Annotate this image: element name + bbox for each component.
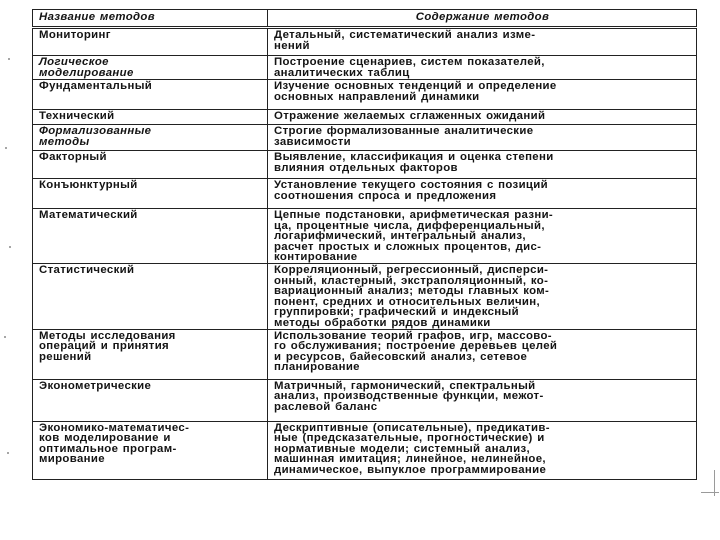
- method-content-cell: Детальный, систематический анализ изме- нений: [268, 28, 697, 56]
- content-column-header: Содержание методов: [268, 10, 697, 28]
- method-name-cell: Факторный: [33, 151, 268, 179]
- table-row: [33, 110, 697, 125]
- table-row: [33, 28, 697, 56]
- scan-edge-mark: [701, 492, 719, 493]
- method-name-cell: Мониторинг: [33, 28, 268, 56]
- method-name-cell: Методы исследования операций и принятия решений: [33, 329, 268, 379]
- table-row: [33, 421, 697, 479]
- method-content-cell: Матричный, гармонический, спектральный анализ, производственные функции, межот- раслевой баланс: [268, 379, 697, 421]
- method-name-cell: Логическое моделирование: [33, 56, 268, 80]
- method-name-cell: Эконометрические: [33, 379, 268, 421]
- scan-edge-mark: [714, 470, 715, 496]
- table-row: [33, 80, 697, 110]
- table-row: [33, 151, 697, 179]
- table-row: [33, 329, 697, 379]
- method-content-cell: Дескриптивные (описательные), предикатив- ные (предсказательные, прогностические) и нормативные модели; системный анализ, машинная имитация; линейное, нелинейное, динамическое, выпуклое программирование: [268, 421, 697, 479]
- method-content-cell: Изучение основных тенденций и определение основных направлений динамики: [268, 80, 697, 110]
- table-header-row: [33, 10, 697, 28]
- methods-column-header: Название методов: [33, 10, 268, 28]
- method-name-cell: Конъюнктурный: [33, 179, 268, 209]
- table-row: [33, 56, 697, 80]
- scan-speck: [5, 147, 7, 149]
- method-name-cell: Статистический: [33, 264, 268, 330]
- table-row: [33, 209, 697, 264]
- method-content-cell: Установление текущего состояния с позиций соотношения спроса и предложения: [268, 179, 697, 209]
- method-name-cell: Экономико-математичес- ков моделирование и оптимальное програм- мирование: [33, 421, 268, 479]
- scan-speck: [8, 58, 10, 60]
- table-row: [33, 179, 697, 209]
- table-row: [33, 125, 697, 151]
- method-name-cell: Фундаментальный: [33, 80, 268, 110]
- method-content-cell: Выявление, классификация и оценка степени влияния отдельных факторов: [268, 151, 697, 179]
- method-content-cell: Корреляционный, регрессионный, дисперси- онный, кластерный, экстраполяционный, ко- вариационный анализ; методы главных ком- понент, средних и относительных величин, группировки; графический и индексный методы обработки рядов динамики: [268, 264, 697, 330]
- table-body: [33, 28, 697, 480]
- method-content-cell: Построение сценариев, систем показателей, аналитических таблиц: [268, 56, 697, 80]
- methods-table: [32, 9, 697, 480]
- scan-speck: [7, 452, 9, 454]
- method-content-cell: Цепные подстановки, арифметическая разни- ца, процентные числа, дифференциальный, логарифмический, интегральный анализ, расчет простых и сложных процентов, дис- контирование: [268, 209, 697, 264]
- method-content-cell: Использование теорий графов, игр, массово- го обслуживания; построение деревьев целей и ресурсов, байесовский анализ, сетевое планирование: [268, 329, 697, 379]
- method-content-cell: Отражение желаемых сглаженных ожиданий: [268, 110, 697, 125]
- table-row: [33, 264, 697, 330]
- scan-speck: [9, 246, 11, 248]
- method-name-cell: Технический: [33, 110, 268, 125]
- table-row: [33, 379, 697, 421]
- method-name-cell: Формализованные методы: [33, 125, 268, 151]
- method-name-cell: Математический: [33, 209, 268, 264]
- scan-speck: [4, 336, 6, 338]
- method-content-cell: Строгие формализованные аналитические зависимости: [268, 125, 697, 151]
